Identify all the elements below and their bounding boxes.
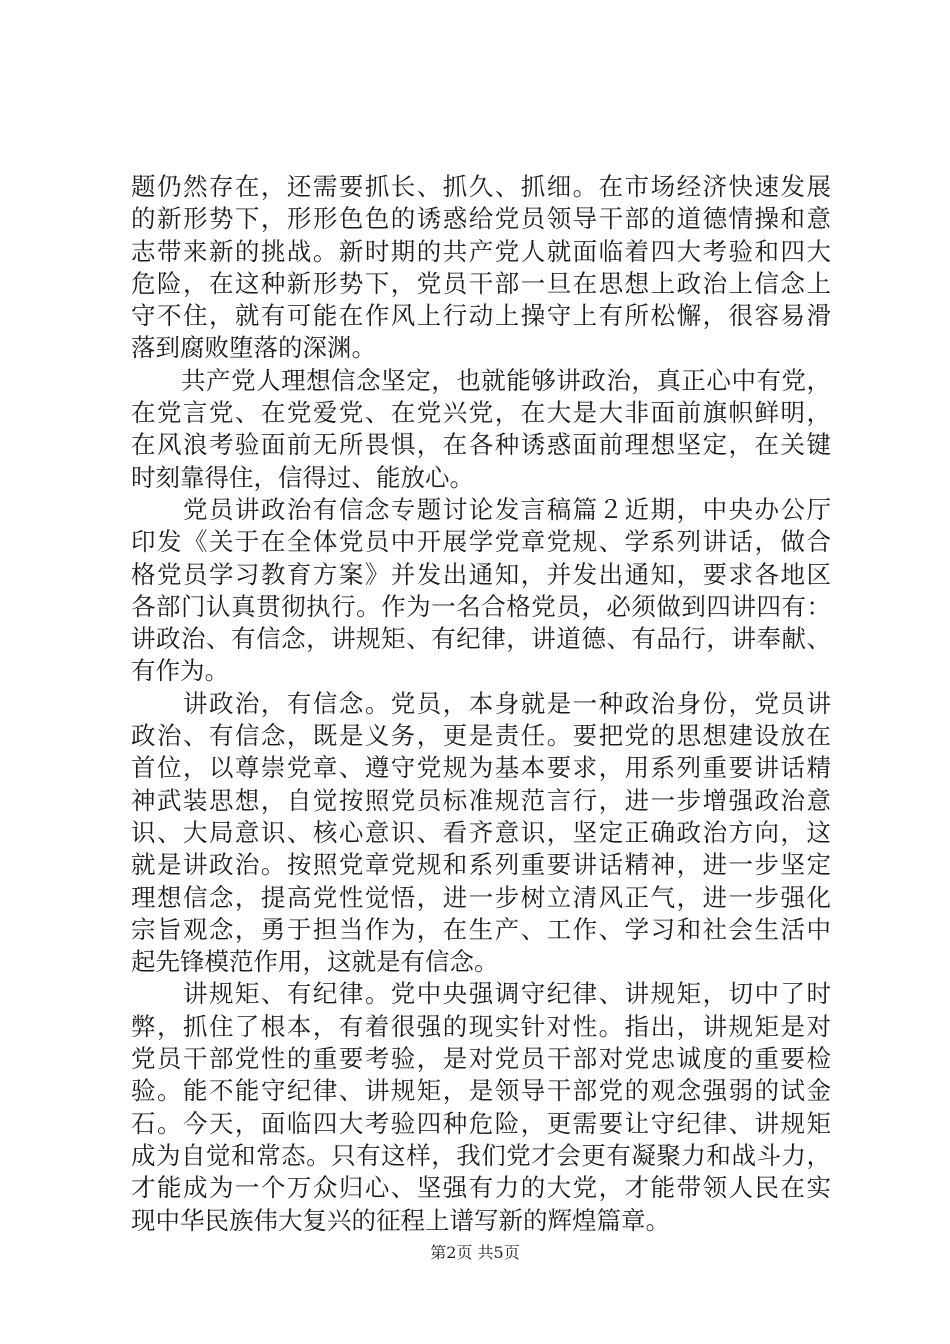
text-line: 的新形势下，形形色色的诱惑给党员领导干部的道德情操和意 (131, 204, 831, 234)
text-line: 志带来新的挑战。新时期的共产党人就面临着四大考验和四大 (131, 236, 831, 266)
text-line: 印发《关于在全体党员中开展学党章党规、学系列讲话，做合 (131, 527, 831, 557)
text-line: 讲政治，有信念。党员，本身就是一种政治身份，党员讲 (131, 688, 831, 718)
text-line: 时刻靠得住，信得过、能放心。 (131, 462, 474, 492)
text-line: 党员干部党性的重要考验，是对党员干部对党忠诚度的重要检 (131, 1044, 831, 1074)
page-number-footer: 第2页 共5页 (430, 1243, 520, 1262)
text-line: 弊，抓住了根本，有着很强的现实针对性。指出，讲规矩是对 (131, 1011, 831, 1041)
text-line: 在风浪考验面前无所畏惧，在各种诱惑面前理想坚定，在关键 (131, 430, 831, 460)
document-body (131, 171, 831, 1237)
text-line: 政治、有信念，既是义务，更是责任。要把党的思想建设放在 (131, 721, 831, 751)
text-line: 就是讲政治。按照党章党规和系列重要讲话精神，进一步坚定 (131, 850, 831, 880)
text-line: 有作为。 (131, 656, 229, 686)
text-line: 讲规矩、有纪律。党中央强调守纪律、讲规矩，切中了时 (131, 979, 831, 1009)
text-line: 起先锋模范作用，这就是有信念。 (131, 947, 499, 977)
text-line: 首位，以尊崇党章、遵守党规为基本要求，用系列重要讲话精 (131, 753, 831, 783)
text-line: 格党员学习教育方案》并发出通知，并发出通知，要求各地区 (131, 559, 831, 589)
text-line: 共产党人理想信念坚定，也就能够讲政治，真正心中有党， (131, 365, 831, 395)
text-line: 识、大局意识、核心意识、看齐意识，坚定正确政治方向，这 (131, 817, 831, 847)
text-line: 在党言党、在党爱党、在党兴党，在大是大非面前旗帜鲜明， (131, 398, 831, 428)
text-line: 理想信念，提高党性觉悟，进一步树立清风正气，进一步强化 (131, 882, 831, 912)
text-line: 验。能不能守纪律、讲规矩，是领导干部党的观念强弱的试金 (131, 1076, 831, 1106)
text-line: 成为自觉和常态。只有这样，我们党才会更有凝聚力和战斗力， (131, 1140, 831, 1170)
text-line: 党员讲政治有信念专题讨论发言稿篇２近期，中央办公厅 (131, 494, 831, 524)
text-line: 落到腐败堕落的深渊。 (131, 333, 376, 363)
text-line: 讲政治、有信念，讲规矩、有纪律，讲道德、有品行，讲奉献、 (131, 624, 831, 654)
text-line: 守不住，就有可能在作风上行动上操守上有所松懈，很容易滑 (131, 301, 831, 331)
text-line: 才能成为一个万众归心、坚强有力的大党，才能带领人民在实 (131, 1173, 831, 1203)
text-line: 神武装思想，自觉按照党员标准规范言行，进一步增强政治意 (131, 785, 831, 815)
text-line: 题仍然存在，还需要抓长、抓久、抓细。在市场经济快速发展 (131, 172, 831, 201)
text-line: 各部门认真贯彻执行。作为一名合格党员，必须做到四讲四有： (131, 591, 831, 621)
text-line: 石。今天，面临四大考验四种危险，更需要让守纪律、讲规矩 (131, 1108, 831, 1138)
text-line: 危险，在这种新形势下，党员干部一旦在思想上政治上信念上 (131, 268, 831, 298)
text-line: 现中华民族伟大复兴的征程上谱写新的辉煌篇章。 (131, 1205, 670, 1235)
text-line: 宗旨观念，勇于担当作为，在生产、工作、学习和社会生活中 (131, 914, 831, 944)
